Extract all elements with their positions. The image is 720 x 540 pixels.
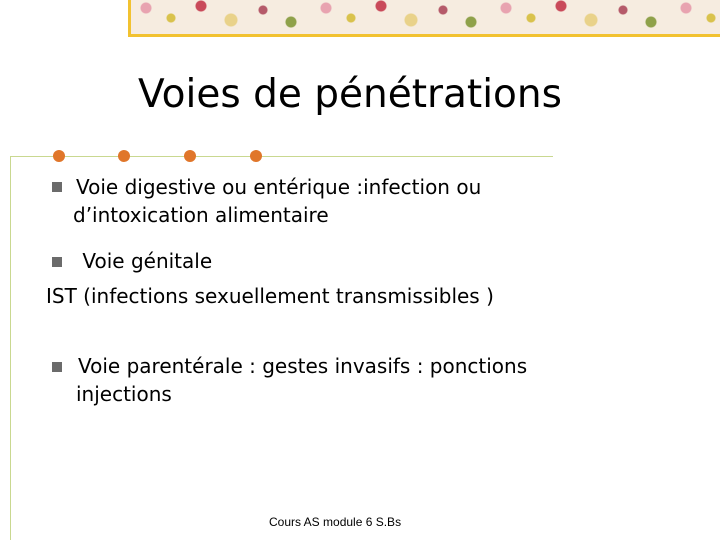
bullet-item-text: Voie digestive ou entérique :infection ou [76, 175, 482, 199]
divider-dot [184, 150, 196, 162]
slide-footer: Cours AS module 6 S.Bs [269, 515, 402, 529]
bullet-item-text: IST (infections sexuellement transmissibles ) [46, 284, 494, 308]
divider-dot [250, 150, 262, 162]
bullet-square-icon [52, 362, 62, 372]
bullet-item-text: Voie parentérale : gestes invasifs : ponctions [78, 354, 528, 378]
floral-banner-image [128, 0, 720, 37]
bullet-item-text: d’intoxication alimentaire [73, 203, 329, 227]
divider-dot [53, 150, 65, 162]
title-divider [10, 156, 553, 157]
bullet-item-text: injections [76, 382, 172, 406]
bullet-square-icon [52, 182, 62, 192]
divider-dot [118, 150, 130, 162]
slide-title: Voies de pénétrations [138, 72, 562, 117]
bullet-item-text: Voie génitale [76, 249, 213, 273]
left-divider [10, 156, 11, 540]
bullet-square-icon [52, 257, 62, 267]
